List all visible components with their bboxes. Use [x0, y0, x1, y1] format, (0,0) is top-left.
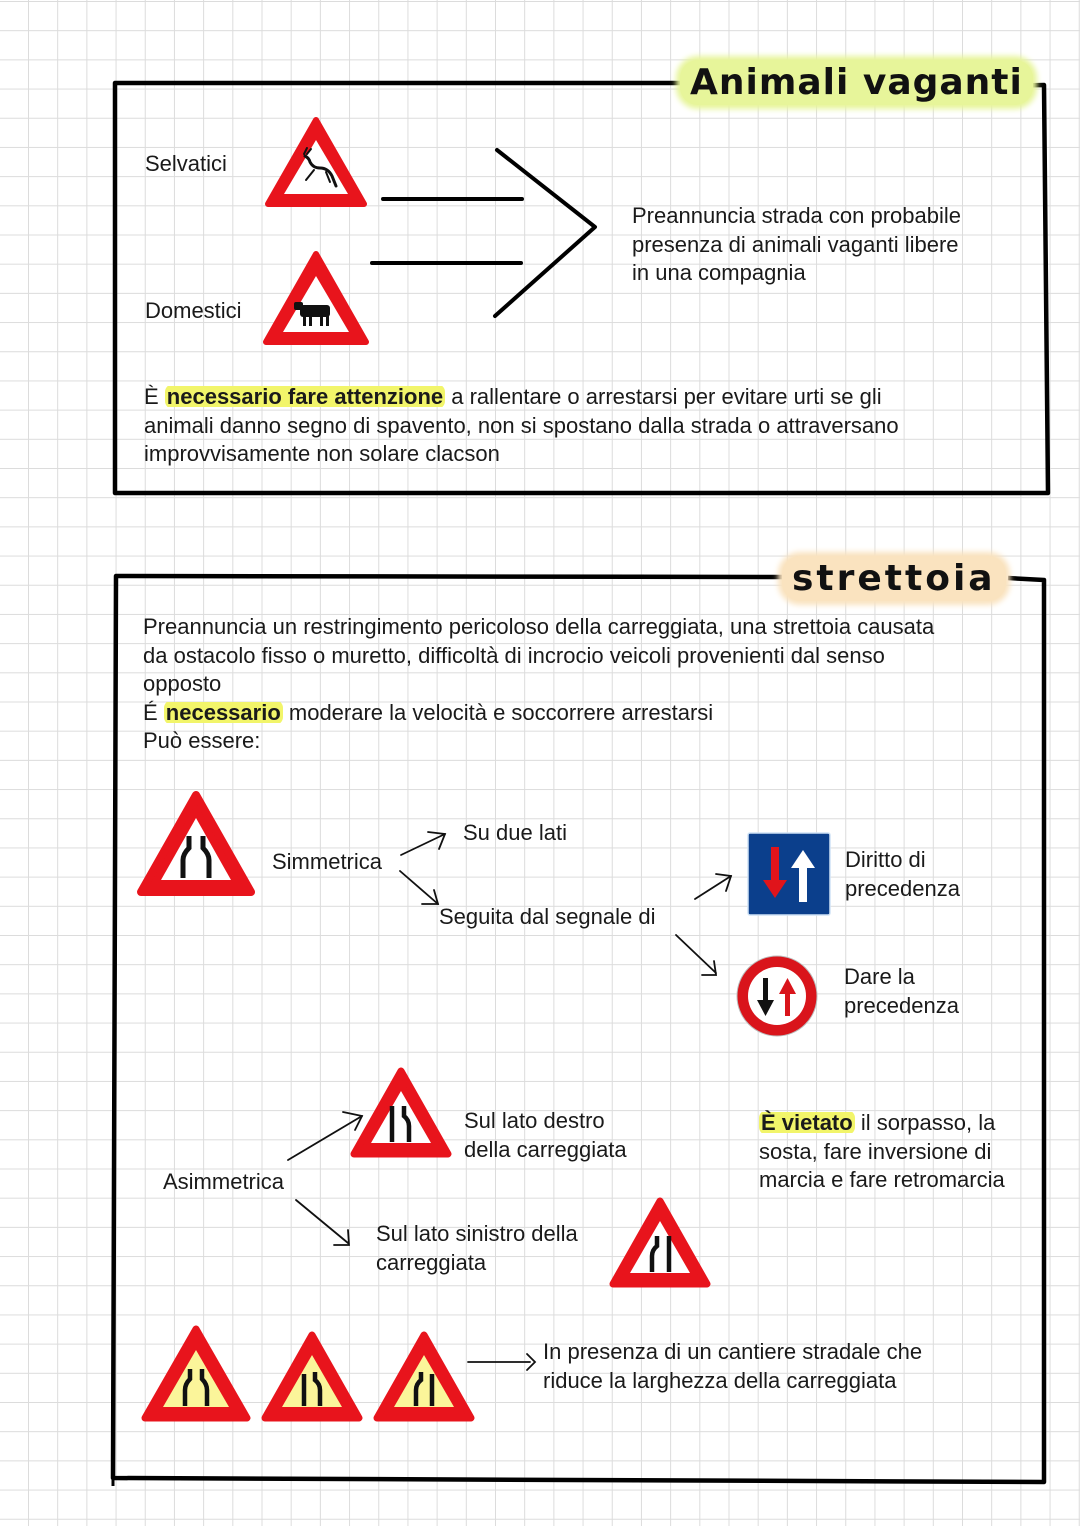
vietato-note: È vietato il sorpasso, la sosta, fare inversione di marcia e fare retromarcia [759, 1110, 1005, 1192]
label-asimmetrica: Asimmetrica [163, 1169, 285, 1194]
narrowing-left-sign-icon [608, 1196, 712, 1290]
label-seguita-dal-segnale: Seguita dal segnale di [439, 904, 656, 929]
label-selvatici: Selvatici [145, 151, 227, 176]
cantiere-note: In presenza di un cantiere stradale che riduce la larghezza della carreggiata [543, 1339, 923, 1393]
label-dare-precedenza: Dare la precedenza [844, 964, 959, 1018]
highlight-necessario: necessario [165, 699, 281, 725]
label-su-due-lati: Su due lati [463, 820, 567, 845]
label-domestici: Domestici [145, 298, 242, 323]
highlight-necessario-fare-attenzione: necessario fare attenzione [166, 384, 444, 409]
animali-description: Preannuncia strada con probabile presenza di animali vaganti libere in una compagnia [632, 203, 962, 285]
strettoia-intro: Preannuncia un restringimento pericoloso della carreggiata, una strettoia causata da ostacolo fisso o muretto, difficoltà di incrocio veicoli provenienti dal senso opposto É necessario moderare la velocità e soccorrere arrestarsi Può essere: [143, 614, 935, 753]
highlight-vietato: È vietato [761, 1110, 853, 1135]
label-diritto-precedenza: Diritto di precedenza [845, 847, 960, 901]
label-simmetrica: Simmetrica [272, 849, 383, 874]
give-way-oncoming-sign-icon [735, 954, 819, 1038]
label-lato-sinistro: Sul lato sinistro della carreggiata [376, 1221, 578, 1275]
right-of-way-sign-icon [747, 832, 831, 916]
section-title-animali: Animali vaganti [680, 60, 1033, 105]
narrowing-right-sign-icon [349, 1066, 453, 1160]
section-title-strettoia: strettoia [782, 556, 1006, 601]
animali-note: È necessario fare attenzione a rallentare o arrestarsi per evitare urti se gli animali danno segno di spavento, non si spostano dalla strada o attraversano improvvisamente non solare clacson [144, 384, 899, 466]
label-lato-destro: Sul lato destro della carreggiata [464, 1108, 627, 1162]
work-narrowing-both-sign-icon [140, 1324, 252, 1424]
work-narrowing-right-sign-icon [260, 1330, 364, 1424]
work-narrowing-left-sign-icon [372, 1330, 476, 1424]
